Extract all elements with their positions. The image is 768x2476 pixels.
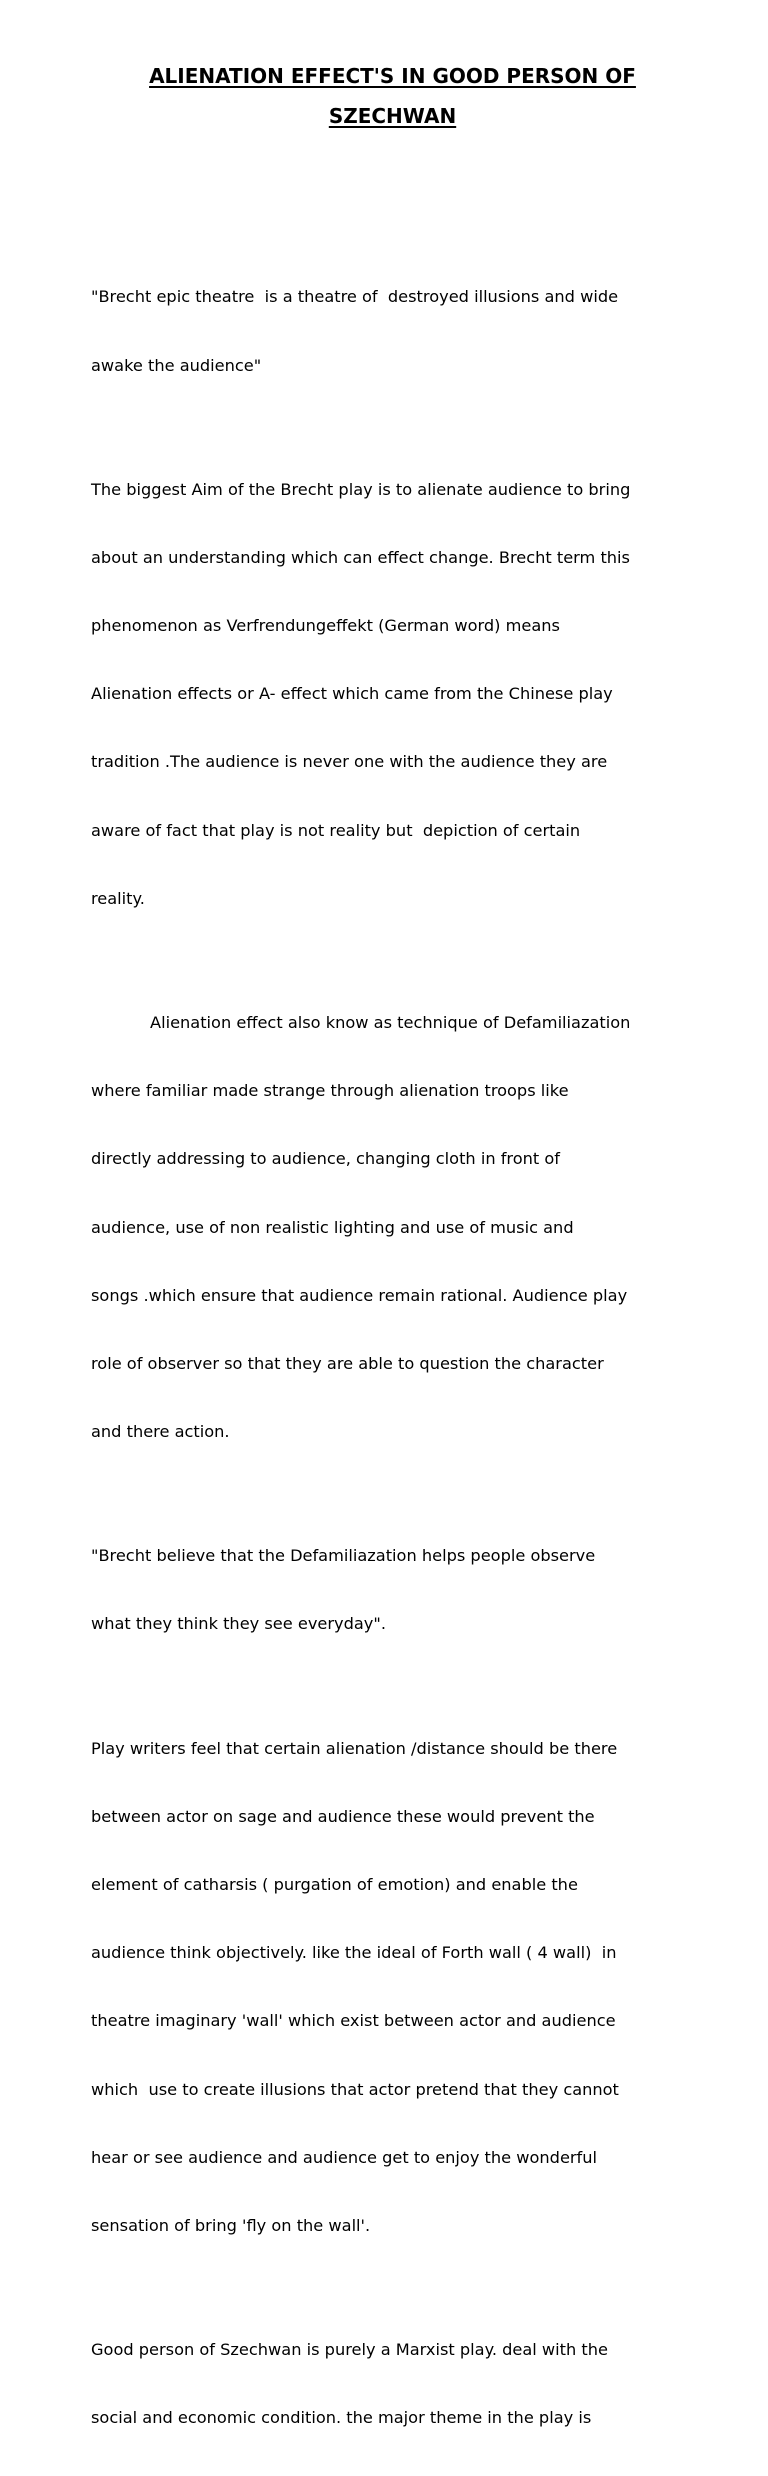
text-line: and there action. bbox=[91, 1421, 230, 1441]
text-line: where familiar made strange through alienation troops like bbox=[91, 1081, 569, 1101]
text-line: "Brecht believe that the Defamiliazation helps people observe bbox=[91, 1546, 596, 1566]
paragraph-aim bbox=[91, 434, 690, 956]
text-line: songs .which ensure that audience remain rational. Audience play bbox=[91, 1285, 628, 1305]
text-line: which use to create illusions that actor pretend that they cannot bbox=[91, 2079, 619, 2099]
text-line: role of observer so that they are able to question the character bbox=[91, 1353, 604, 1373]
text-line: about an understanding which can effect change. Brecht term this bbox=[91, 548, 630, 568]
text-line: Good person of Szechwan is purely a Marxist play. deal with the bbox=[91, 2340, 608, 2360]
text-line: hear or see audience and audience get to enjoy the wonderful bbox=[91, 2147, 598, 2167]
text-line: tradition .The audience is never one with the audience they are bbox=[91, 752, 608, 772]
text-line: reality. bbox=[91, 888, 145, 908]
paragraph-marxist-play bbox=[91, 2294, 690, 2476]
paragraph-quote-brecht bbox=[91, 241, 690, 423]
text-line: between actor on sage and audience these would prevent the bbox=[91, 1807, 595, 1827]
text-line: awake the audience" bbox=[91, 355, 262, 375]
paragraph-quote-defamiliazation bbox=[91, 1500, 690, 1682]
text-line: Play writers feel that certain alienation /distance should be there bbox=[91, 1739, 618, 1758]
text-line: theatre imaginary 'wall' which exist between actor and audience bbox=[91, 2011, 616, 2031]
text-line: The biggest Aim of the Brecht play is to alienate audience to bring bbox=[91, 480, 631, 500]
paragraph-fourth-wall bbox=[91, 1693, 690, 2283]
document-body bbox=[91, 241, 690, 2476]
text-line: Alienation effects or A- effect which came from the Chinese play bbox=[91, 684, 613, 704]
text-line: phenomenon as Verfrendungeffekt (German word) means bbox=[91, 616, 560, 636]
text-line: social and economic condition. the major theme in the play is bbox=[91, 2408, 592, 2428]
text-line: sensation of bring 'fly on the wall'. bbox=[91, 2215, 371, 2235]
text-line: audience, use of non realistic lighting and use of music and bbox=[91, 1217, 574, 1237]
text-line: Alienation effect also know as technique of Defamiliazation bbox=[150, 1013, 631, 1033]
paragraph-alienation-technique bbox=[91, 967, 690, 1489]
title-line: SZECHWAN bbox=[328, 104, 457, 128]
title-line: ALIENATION EFFECT'S IN GOOD PERSON OF bbox=[149, 64, 636, 88]
text-line: element of catharsis ( purgation of emotion) and enable the bbox=[91, 1875, 578, 1895]
text-line: what they think they see everyday". bbox=[91, 1614, 386, 1634]
text-line: aware of fact that play is not reality but depiction of certain bbox=[91, 820, 581, 840]
text-line: audience think objectively. like the ideal of Forth wall ( 4 wall) in bbox=[91, 1943, 617, 1963]
document-title bbox=[91, 0, 690, 136]
text-line: directly addressing to audience, changing cloth in front of bbox=[91, 1149, 560, 1169]
text-line: "Brecht epic theatre is a theatre of destroyed illusions and wide bbox=[91, 287, 619, 307]
